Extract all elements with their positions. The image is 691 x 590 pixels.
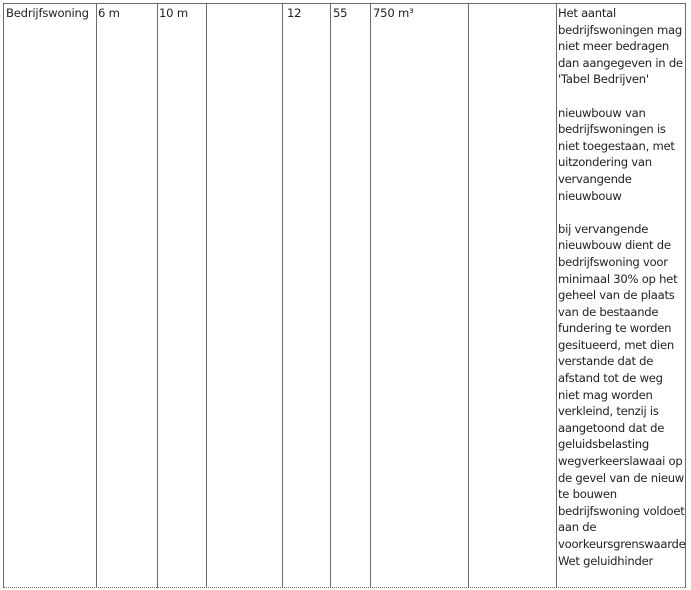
table-bottom-border bbox=[3, 587, 685, 588]
cell-roof-min: 12 bbox=[287, 6, 302, 20]
column-divider bbox=[282, 3, 283, 588]
remark-paragraph: bij vervangende nieuwbouw dient de bedrijfswoning voor minimaal 30% op het geheel van de plaats van de bestaande fundering te worden gesitueerd, met dien verstande dat de afstand tot de weg niet mag worden verkleind, tenzij is aangetoond dat de geluidsbelasting wegverkeerslawaai op de gevel van de nieuw te bouwen bedrijfswoning voldoet aan de voorkeursgrenswaarde Wet geluidhinder bbox=[558, 221, 686, 568]
column-divider bbox=[468, 3, 469, 588]
cell-building-height: 10 m bbox=[159, 6, 188, 20]
remark-paragraph: Het aantal bedrijfswoningen mag niet meer bedragen dan aangegeven in de 'Tabel Bedrijven' bbox=[558, 6, 683, 87]
column-divider bbox=[330, 3, 331, 588]
cell-content: 750 m³ bbox=[373, 6, 414, 20]
cell-gutter-height: 6 m bbox=[98, 6, 120, 20]
cell-roof-max: 55 bbox=[333, 6, 348, 20]
column-divider bbox=[157, 3, 158, 588]
column-divider bbox=[3, 3, 4, 588]
column-divider bbox=[556, 3, 557, 588]
remark-paragraph: nieuwbouw van bedrijfswoningen is niet toegestaan, met uitzondering van vervangende nieuwbouw bbox=[558, 105, 675, 203]
cell-function: Bedrijfswoning bbox=[6, 6, 89, 20]
column-divider bbox=[206, 3, 207, 588]
cell-remarks bbox=[558, 5, 686, 569]
column-divider bbox=[370, 3, 371, 588]
table-top-border bbox=[3, 3, 685, 4]
column-divider bbox=[96, 3, 97, 588]
